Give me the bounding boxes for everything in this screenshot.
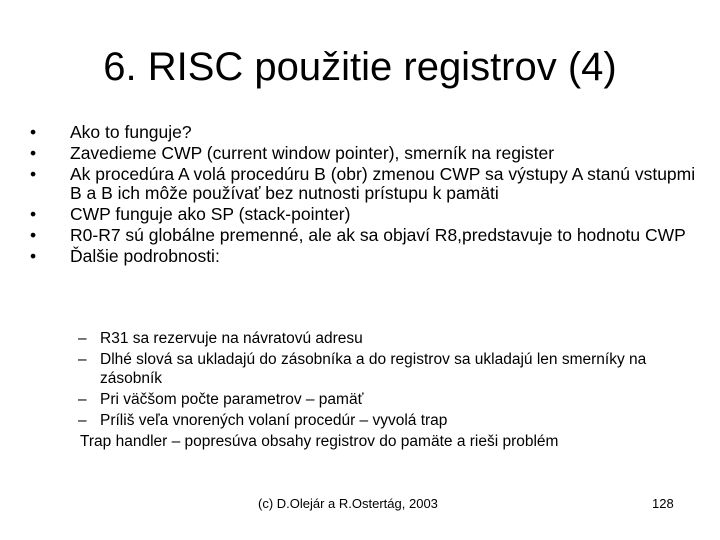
subbullet-marker: – bbox=[78, 351, 87, 368]
bullet-marker: • bbox=[30, 204, 37, 224]
subbullet-marker: – bbox=[78, 391, 87, 408]
bullet-text: Ďalšie podrobnosti: bbox=[70, 246, 220, 266]
slide-title: 6. RISC použitie registrov (4) bbox=[103, 45, 617, 89]
subbullet-item bbox=[78, 329, 698, 348]
bullet-item bbox=[28, 165, 708, 203]
subbullet-item bbox=[78, 411, 698, 430]
bullet-text: Ak procedúra A volá procedúru B (obr) zmenou CWP sa výstupy A stanú vstupmi B a B ich môže používať bez nutnosti prístupu k pamäti bbox=[70, 164, 696, 203]
subbullet-text: R31 sa rezervuje na návratovú adresu bbox=[100, 330, 363, 347]
bullet-text: R0-R7 sú globálne premenné, ale ak sa objaví R8,predstavuje to hodnotu CWP bbox=[70, 225, 686, 245]
bullet-text: CWP funguje ako SP (stack-pointer) bbox=[70, 204, 351, 224]
subbullet-text: Pri väčšom počte parametrov – pamäť bbox=[100, 391, 364, 408]
page-number: 128 bbox=[652, 496, 674, 511]
bullet-item bbox=[28, 205, 708, 224]
bullet-marker: • bbox=[30, 164, 37, 184]
subbullet-item bbox=[78, 350, 698, 388]
bullet-item bbox=[28, 123, 708, 142]
subbullet-item bbox=[78, 390, 698, 409]
bullet-item bbox=[28, 144, 708, 163]
bullet-item bbox=[28, 226, 708, 245]
bullet-marker: • bbox=[30, 225, 37, 245]
bullet-text: Ako to funguje? bbox=[70, 122, 192, 142]
subbullet-list bbox=[78, 329, 698, 451]
subbullet-text: Príliš veľa vnorených volaní procedúr – vyvolá trap bbox=[100, 412, 448, 429]
subbullet-marker: – bbox=[78, 412, 87, 429]
bullet-list bbox=[28, 123, 708, 268]
footer-credit: (c) D.Olejár a R.Ostertág, 2003 bbox=[258, 496, 438, 511]
bullet-marker: • bbox=[30, 246, 37, 266]
bullet-marker: • bbox=[30, 143, 37, 163]
subbullet-marker: – bbox=[78, 330, 87, 347]
bullet-item bbox=[28, 247, 708, 266]
bullet-text: Zavedieme CWP (current window pointer), smerník na register bbox=[70, 143, 555, 163]
subbullet-text: Dlhé slová sa ukladajú do zásobníka a do registrov sa ukladajú len smerníky na zásobník bbox=[100, 351, 647, 387]
trap-handler-line: Trap handler – popresúva obsahy registrov do pamäte a rieši problém bbox=[80, 433, 559, 450]
bullet-marker: • bbox=[30, 122, 37, 142]
